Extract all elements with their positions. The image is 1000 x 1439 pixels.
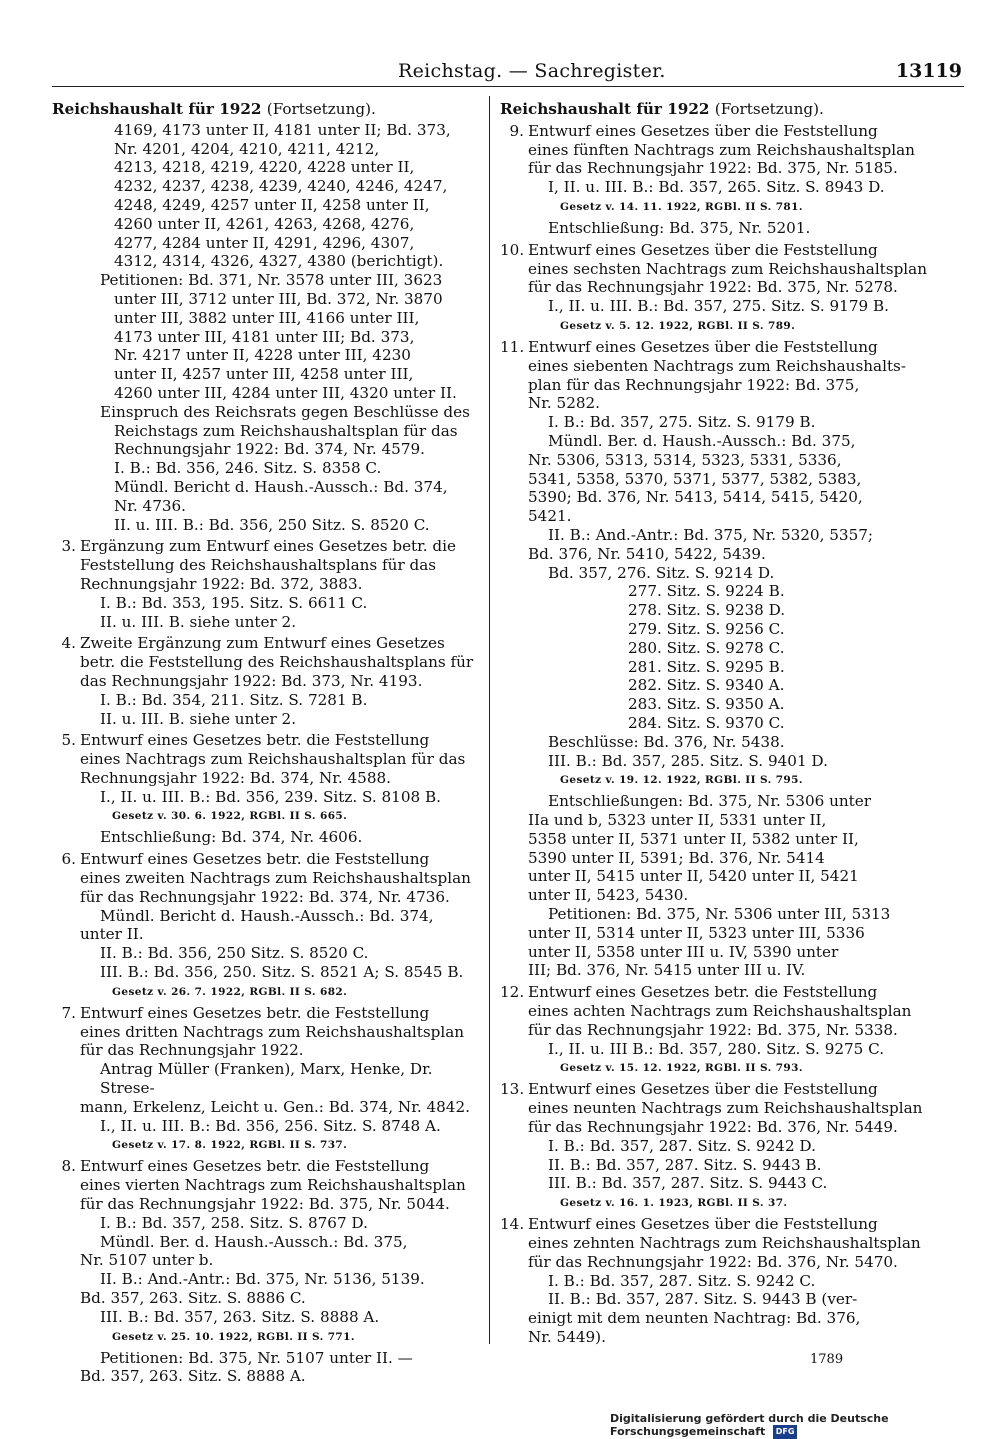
entry-line: Rechnungsjahr 1922: Bd. 372, 3883. xyxy=(80,574,363,593)
entry-line: 282. Sitz. S. 9340 A. xyxy=(628,676,785,695)
entry-line: 5358 unter II, 5371 unter II, 5382 unter II, xyxy=(528,829,859,848)
entry-line: Nr. 5107 unter b. xyxy=(80,1251,214,1270)
entry-line: Einspruch des Reichsrats gegen Beschlüsse des xyxy=(100,402,470,421)
section-title: Reichshaushalt für 1922 xyxy=(500,100,710,118)
entry-line xyxy=(52,537,488,556)
entry-line: I. B.: Bd. 357, 258. Sitz. S. 8767 D. xyxy=(100,1213,368,1232)
left-continued-entries xyxy=(52,121,488,535)
entry-line: 4312, 4314, 4326, 4327, 4380 (berichtigt). xyxy=(114,252,444,271)
entry-line: Bd. 357, 276. Sitz. S. 9214 D. xyxy=(548,563,775,582)
entry-line: für das Rechnungsjahr 1922: Bd. 375, Nr. 5044. xyxy=(80,1195,450,1214)
entry-text: Entwurf eines Gesetzes betr. die Feststellung xyxy=(80,850,430,869)
entry-text: Entwurf eines Gesetzes über die Feststellung xyxy=(528,121,878,140)
entry-number: 13. xyxy=(500,1080,525,1099)
numbered-entry xyxy=(500,1215,940,1347)
entry-line: eines dritten Nachtrags zum Reichshaushaltsplan xyxy=(80,1022,465,1041)
entry-line: 4173 unter III, 4181 unter III; Bd. 373, xyxy=(114,327,415,346)
numbered-entry xyxy=(52,1004,488,1154)
entry-line: Gesetz v. 5. 12. 1922, RGBl. II S. 789. xyxy=(560,319,796,332)
entry-line: Gesetz v. 16. 1. 1923, RGBl. II S. 37. xyxy=(560,1197,788,1210)
entry-line: 5341, 5358, 5370, 5371, 5377, 5382, 5383, xyxy=(528,469,862,488)
entry-line: Petitionen: Bd. 375, Nr. 5107 unter II. — xyxy=(100,1348,413,1367)
entry-line: III; Bd. 376, Nr. 5415 unter III u. IV. xyxy=(528,961,806,980)
entry-line: für das Rechnungsjahr 1922: Bd. 376, Nr. 5470. xyxy=(528,1252,898,1271)
entry-line: I., II. u. III. B.: Bd. 356, 256. Sitz. S. 8748 A. xyxy=(100,1116,441,1135)
section-heading xyxy=(500,100,940,119)
running-header xyxy=(0,60,1000,84)
entry-line xyxy=(500,1080,940,1099)
section-title: Reichshaushalt für 1922 xyxy=(52,100,262,118)
numbered-entry xyxy=(500,983,940,1076)
left-numbered-entries xyxy=(52,537,488,1386)
entry-line: unter II, 5415 unter II, 5420 unter II, 5421 xyxy=(528,867,859,886)
section-continuation: (Fortsetzung). xyxy=(714,100,824,118)
entry-line: 283. Sitz. S. 9350 A. xyxy=(628,695,785,714)
entry-text: Entwurf eines Gesetzes betr. die Feststellung xyxy=(80,1157,430,1176)
entry-line xyxy=(52,731,488,750)
entry-line: II. B.: And.-Antr.: Bd. 375, Nr. 5320, 5357; xyxy=(548,525,874,544)
entry-line: eines sechsten Nachtrags zum Reichshaushaltsplan xyxy=(528,259,927,278)
header-page-number: 13119 xyxy=(895,60,962,82)
entry-line: 5390 unter II, 5391; Bd. 376, Nr. 5414 xyxy=(528,848,825,867)
entry-line: II. u. III. B. siehe unter 2. xyxy=(100,612,297,631)
numbered-entry xyxy=(52,634,488,728)
header-title: Reichstag. — Sachregister. xyxy=(398,60,666,82)
entry-line: II. u. III. B.: Bd. 356, 250 Sitz. S. 8520 C. xyxy=(114,515,430,534)
entry-line: eines Nachtrags zum Reichshaushaltsplan für das xyxy=(80,750,466,769)
entry-line: 277. Sitz. S. 9224 B. xyxy=(628,582,785,601)
numbered-entry xyxy=(500,241,940,334)
entry-line: Feststellung des Reichshaushaltsplans für das xyxy=(80,556,437,575)
entry-line: I., II. u. III. B.: Bd. 357, 275. Sitz. S. 9179 B. xyxy=(548,297,889,316)
numbered-entry xyxy=(500,1080,940,1211)
entry-line: IIa und b, 5323 unter II, 5331 unter II, xyxy=(528,811,827,830)
entry-line: unter II, 5423, 5430. xyxy=(528,886,689,905)
entry-line: für das Rechnungsjahr 1922: Bd. 375, Nr. 5185. xyxy=(528,159,898,178)
entry-text: Ergänzung zum Entwurf eines Gesetzes betr. die xyxy=(80,537,456,556)
entry-line: 4277, 4284 unter II, 4291, 4296, 4307, xyxy=(114,233,415,252)
entry-line: 4169, 4173 unter II, 4181 unter II; Bd. 373, xyxy=(114,120,451,139)
entry-text: Entwurf eines Gesetzes über die Feststellung xyxy=(528,1080,878,1099)
entry-line: Bd. 376, Nr. 5410, 5422, 5439. xyxy=(528,544,766,563)
section-heading xyxy=(52,100,488,119)
entry-line: Gesetz v. 19. 12. 1922, RGBl. II S. 795. xyxy=(560,774,803,787)
entry-line: 4213, 4218, 4219, 4220, 4228 unter II, xyxy=(114,158,415,177)
entry-line: 4260 unter III, 4284 unter III, 4320 unter II. xyxy=(114,383,457,402)
entry-line xyxy=(500,122,940,141)
entry-line: Bd. 357, 263. Sitz. S. 8888 A. xyxy=(80,1367,306,1386)
entry-line: 279. Sitz. S. 9256 C. xyxy=(628,619,785,638)
entry-line: unter II, 5314 unter II, 5323 unter III, 5336 xyxy=(528,923,865,942)
entry-line: 4248, 4249, 4257 unter II, 4258 unter II, xyxy=(114,195,430,214)
entry-line: mann, Erkelenz, Leicht u. Gen.: Bd. 374, Nr. 4842. xyxy=(80,1097,470,1116)
entry-text: Entwurf eines Gesetzes über die Feststellung xyxy=(528,337,878,356)
entry-line: Nr. 4201, 4204, 4210, 4211, 4212, xyxy=(114,139,380,158)
entry-line xyxy=(52,1157,488,1176)
digitization-footer xyxy=(610,1412,1000,1439)
entry-line: plan für das Rechnungsjahr 1922: Bd. 375, xyxy=(528,375,860,394)
footer-text: Digitalisierung gefördert durch die Deutsche Forschungsgemeinschaft xyxy=(610,1412,889,1438)
entry-text: Entwurf eines Gesetzes betr. die Feststellung xyxy=(80,731,430,750)
entry-number: 3. xyxy=(61,537,76,556)
entry-number: 5. xyxy=(61,731,76,750)
entry-line: Entschließung: Bd. 374, Nr. 4606. xyxy=(100,828,363,847)
entry-line: betr. die Feststellung des Reichshaushaltsplans für xyxy=(80,653,474,672)
right-numbered-entries xyxy=(500,122,940,1347)
entry-line: 280. Sitz. S. 9278 C. xyxy=(628,638,785,657)
entry-line: Nr. 4217 unter II, 4228 unter III, 4230 xyxy=(114,346,411,365)
numbered-entry xyxy=(500,122,940,238)
entry-number: 11. xyxy=(500,337,525,356)
header-rule xyxy=(52,86,964,87)
entry-line: I. B.: Bd. 353, 195. Sitz. S. 6611 C. xyxy=(100,593,368,612)
entry-line: Gesetz v. 17. 8. 1922, RGBl. II S. 737. xyxy=(112,1139,348,1152)
entry-text: Entwurf eines Gesetzes betr. die Feststellung xyxy=(80,1003,430,1022)
entry-number: 4. xyxy=(61,634,76,653)
entry-line xyxy=(500,1215,940,1234)
entry-line: für das Rechnungsjahr 1922. xyxy=(80,1041,304,1060)
entry-number: 14. xyxy=(500,1215,525,1234)
entry-line xyxy=(500,338,940,357)
numbered-entry xyxy=(52,1157,488,1386)
entry-line: Rechnungsjahr 1922: Bd. 374, Nr. 4579. xyxy=(114,440,425,459)
entry-line: Gesetz v. 30. 6. 1922, RGBl. II S. 665. xyxy=(112,810,348,823)
entry-text: Zweite Ergänzung zum Entwurf eines Gesetzes xyxy=(80,634,445,653)
entry-line: III. B.: Bd. 357, 287. Sitz. S. 9443 C. xyxy=(548,1174,828,1193)
entry-line: eines zehnten Nachtrags zum Reichshaushaltsplan xyxy=(528,1234,921,1253)
dfg-logo-icon: DFG xyxy=(773,1425,797,1439)
entry-line: 4232, 4237, 4238, 4239, 4240, 4246, 4247, xyxy=(114,177,448,196)
entry-line: II. B.: Bd. 356, 250 Sitz. S. 8520 C. xyxy=(100,944,369,963)
entry-number: 8. xyxy=(61,1157,76,1176)
entry-line: unter II. xyxy=(80,925,144,944)
numbered-entry xyxy=(500,338,940,980)
bottom-page-number: 1789 xyxy=(810,1352,844,1367)
entry-line: I. B.: Bd. 357, 287. Sitz. S. 9242 C. xyxy=(548,1271,816,1290)
entry-line: das Rechnungsjahr 1922: Bd. 373, Nr. 4193. xyxy=(80,671,423,690)
numbered-entry xyxy=(52,537,488,631)
entry-line: unter II, 5358 unter III u. IV, 5390 unter xyxy=(528,942,839,961)
entry-line: unter II, 4257 unter III, 4258 unter III, xyxy=(114,365,414,384)
entry-line: II. B.: Bd. 357, 287. Sitz. S. 9443 B (ver- xyxy=(548,1290,858,1309)
entry-number: 9. xyxy=(509,121,524,140)
entry-line: III. B.: Bd. 357, 263. Sitz. S. 8888 A. xyxy=(100,1307,380,1326)
numbered-entry xyxy=(52,850,488,1000)
left-column xyxy=(52,100,488,1386)
entry-line: eines vierten Nachtrags zum Reichshaushaltsplan xyxy=(80,1176,466,1195)
numbered-entry xyxy=(52,731,488,847)
entry-line: unter III, 3712 unter III, Bd. 372, Nr. 3870 xyxy=(114,289,443,308)
entry-line: Entschließungen: Bd. 375, Nr. 5306 unter xyxy=(548,792,872,811)
entry-line: Gesetz v. 15. 12. 1922, RGBl. II S. 793. xyxy=(560,1062,803,1075)
entry-line: eines zweiten Nachtrags zum Reichshaushaltsplan xyxy=(80,869,471,888)
entry-line: I. B.: Bd. 357, 275. Sitz. S. 9179 B. xyxy=(548,413,816,432)
entry-line: für das Rechnungsjahr 1922: Bd. 376, Nr. 5449. xyxy=(528,1118,898,1137)
entry-line xyxy=(52,634,488,653)
entry-line: 5421. xyxy=(528,507,572,526)
column-divider xyxy=(489,96,490,1344)
entry-line: Nr. 5282. xyxy=(528,394,601,413)
entry-line: Entschließung: Bd. 375, Nr. 5201. xyxy=(548,218,811,237)
entry-line xyxy=(500,241,940,260)
entry-line: 281. Sitz. S. 9295 B. xyxy=(628,657,785,676)
entry-line: Nr. 4736. xyxy=(114,496,187,515)
entry-line: Nr. 5449). xyxy=(528,1328,606,1347)
entry-line: Nr. 5306, 5313, 5314, 5323, 5331, 5336, xyxy=(528,450,842,469)
entry-text: Entwurf eines Gesetzes betr. die Feststellung xyxy=(528,983,878,1002)
entry-line: für das Rechnungsjahr 1922: Bd. 375, Nr. 5278. xyxy=(528,278,898,297)
entry-line: Mündl. Ber. d. Haush.-Aussch.: Bd. 375, xyxy=(100,1232,408,1251)
entry-line: Bd. 357, 263. Sitz. S. 8886 C. xyxy=(80,1289,306,1308)
entry-line xyxy=(500,983,940,1002)
entry-number: 7. xyxy=(61,1003,76,1022)
entry-line: Antrag Müller (Franken), Marx, Henke, Dr. Strese- xyxy=(100,1060,433,1098)
entry-line: Gesetz v. 26. 7. 1922, RGBl. II S. 682. xyxy=(112,985,348,998)
entry-line: I., II. u. III. B.: Bd. 356, 239. Sitz. S. 8108 B. xyxy=(100,787,441,806)
entry-number: 6. xyxy=(61,850,76,869)
entry-line: Reichstags zum Reichshaushaltsplan für das xyxy=(114,421,458,440)
entry-line: Beschlüsse: Bd. 376, Nr. 5438. xyxy=(548,732,785,751)
entry-line: 278. Sitz. S. 9238 D. xyxy=(628,601,786,620)
entry-line xyxy=(52,1004,488,1023)
entry-line: für das Rechnungsjahr 1922: Bd. 374, Nr. 4736. xyxy=(80,887,450,906)
entry-line: Petitionen: Bd. 375, Nr. 5306 unter III, 5313 xyxy=(548,905,891,924)
entry-line: I. B.: Bd. 354, 211. Sitz. S. 7281 B. xyxy=(100,690,368,709)
entry-line: eines fünften Nachtrags zum Reichshaushaltsplan xyxy=(528,140,915,159)
entry-line: 284. Sitz. S. 9370 C. xyxy=(628,713,785,732)
entry-line: 5390; Bd. 376, Nr. 5413, 5414, 5415, 5420, xyxy=(528,488,863,507)
entry-line: für das Rechnungsjahr 1922: Bd. 375, Nr. 5338. xyxy=(528,1020,898,1039)
entry-line: Gesetz v. 25. 10. 1922, RGBl. II S. 771. xyxy=(112,1330,355,1343)
entry-line: II. u. III. B. siehe unter 2. xyxy=(100,709,297,728)
entry-line: Mündl. Bericht d. Haush.-Aussch.: Bd. 374, xyxy=(114,477,448,496)
entry-line: eines siebenten Nachtrags zum Reichshaushalts- xyxy=(528,356,906,375)
entry-line: Gesetz v. 14. 11. 1922, RGBl. II S. 781. xyxy=(560,200,803,213)
entry-line: eines achten Nachtrags zum Reichshaushaltsplan xyxy=(528,1002,912,1021)
entry-line: unter III, 3882 unter III, 4166 unter III, xyxy=(114,308,420,327)
entry-line: 4260 unter II, 4261, 4263, 4268, 4276, xyxy=(114,214,415,233)
entry-line: I. B.: Bd. 356, 246. Sitz. S. 8358 C. xyxy=(114,459,382,478)
entry-line: II. B.: Bd. 357, 287. Sitz. S. 9443 B. xyxy=(548,1155,822,1174)
entry-line: I., II. u. III B.: Bd. 357, 280. Sitz. S. 9275 C. xyxy=(548,1039,885,1058)
entry-line: Mündl. Bericht d. Haush.-Aussch.: Bd. 374, xyxy=(100,906,434,925)
entry-text: Entwurf eines Gesetzes über die Feststellung xyxy=(528,240,878,259)
entry-line: III. B.: Bd. 357, 285. Sitz. S. 9401 D. xyxy=(548,751,828,770)
entry-line: Petitionen: Bd. 371, Nr. 3578 unter III, 3623 xyxy=(100,271,443,290)
entry-line: Rechnungsjahr 1922: Bd. 374, Nr. 4588. xyxy=(80,768,391,787)
entry-line: I, II. u. III. B.: Bd. 357, 265. Sitz. S. 8943 D. xyxy=(548,178,885,197)
section-continuation: (Fortsetzung). xyxy=(266,100,376,118)
entry-line: III. B.: Bd. 356, 250. Sitz. S. 8521 A; S. 8545 B. xyxy=(100,963,464,982)
entry-line: Mündl. Ber. d. Haush.-Aussch.: Bd. 375, xyxy=(548,431,856,450)
entry-number: 12. xyxy=(500,983,525,1002)
entry-line: I. B.: Bd. 357, 287. Sitz. S. 9242 D. xyxy=(548,1136,816,1155)
entry-number: 10. xyxy=(500,240,525,259)
entry-text: Entwurf eines Gesetzes über die Feststellung xyxy=(528,1215,878,1234)
entry-line xyxy=(52,850,488,869)
right-column xyxy=(500,100,940,1347)
entry-line: II. B.: And.-Antr.: Bd. 375, Nr. 5136, 5139. xyxy=(100,1270,425,1289)
entry-line: einigt mit dem neunten Nachtrag: Bd. 376, xyxy=(528,1309,861,1328)
entry-line: eines neunten Nachtrags zum Reichshaushaltsplan xyxy=(528,1099,923,1118)
